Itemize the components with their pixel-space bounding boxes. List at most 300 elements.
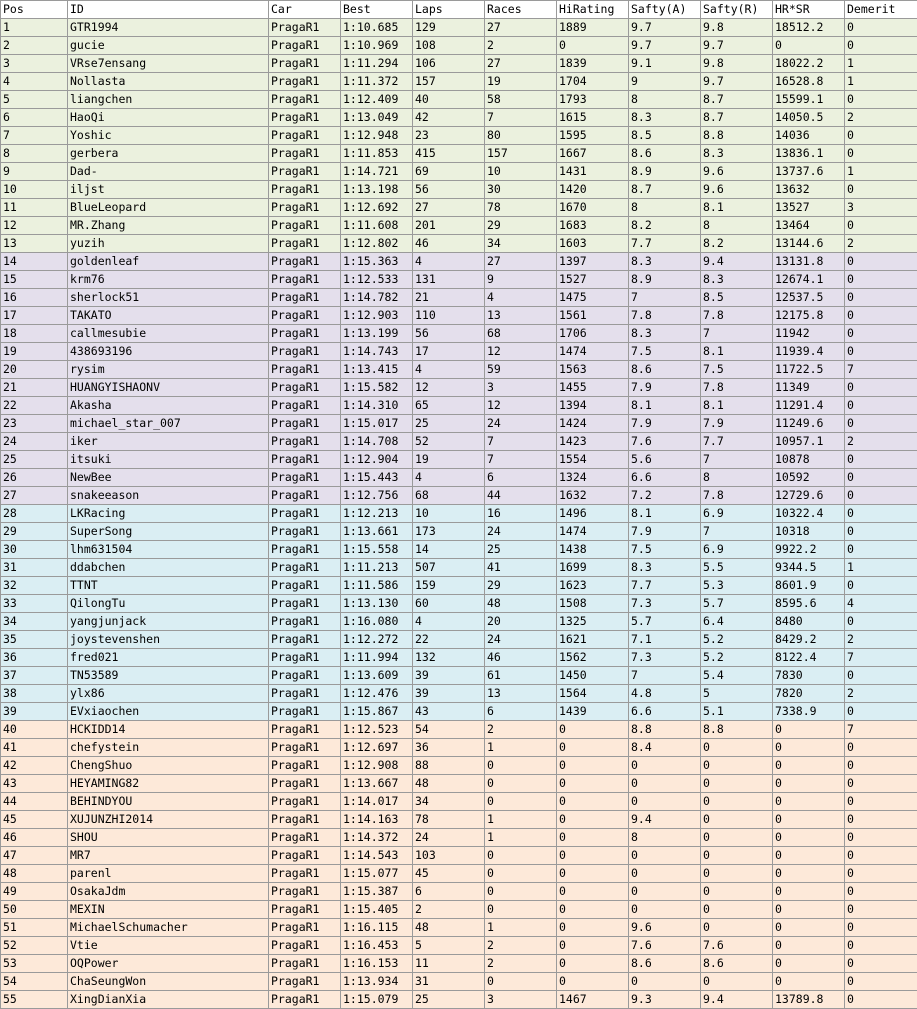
col-best-cell: 1:13.415 [341,361,413,379]
table-row [1,865,917,883]
col-id-cell: snakeeason [68,487,269,505]
col-id-cell: NewBee [68,469,269,487]
col-laps-cell: 2 [413,901,485,919]
col-hr-sr-cell: 0 [773,811,845,829]
col-safty-r-cell: 8.1 [701,199,773,217]
col-safty-a-cell: 8.2 [629,217,701,235]
col-pos-cell: 7 [1,127,68,145]
col-car-cell: PragaR1 [269,217,341,235]
col-hr-sr-cell: 11722.5 [773,361,845,379]
col-safty-r-cell: 7.6 [701,937,773,955]
col-id-cell: HUANGYISHAONV [68,379,269,397]
col-best-cell: 1:11.853 [341,145,413,163]
col-car-cell: PragaR1 [269,757,341,775]
col-id-cell: MichaelSchumacher [68,919,269,937]
table-row [1,307,917,325]
col-best-cell: 1:14.543 [341,847,413,865]
col-hirating-cell: 1706 [557,325,629,343]
table-row [1,793,917,811]
col-races-cell: 0 [485,793,557,811]
col-hirating-cell: 1508 [557,595,629,613]
table-row [1,703,917,721]
col-hr-sr-cell: 8601.9 [773,577,845,595]
col-safty-r-cell: 0 [701,883,773,901]
col-car-cell: PragaR1 [269,235,341,253]
col-hr-sr-cell: 13836.1 [773,145,845,163]
col-demerit-cell: 7 [845,649,917,667]
col-pos-cell: 4 [1,73,68,91]
col-best-cell: 1:11.213 [341,559,413,577]
col-hr-sr-cell: 0 [773,37,845,55]
col-races-cell: 2 [485,955,557,973]
col-hr-sr-cell: 10322.4 [773,505,845,523]
col-hr-sr-cell: 13527 [773,199,845,217]
col-hr-sr-cell: 11939.4 [773,343,845,361]
col-demerit-cell: 0 [845,181,917,199]
col-id-cell: Dad- [68,163,269,181]
col-car-cell: PragaR1 [269,91,341,109]
col-pos-cell: 24 [1,433,68,451]
col-safty-r-cell: 5 [701,685,773,703]
col-id-cell: iljst [68,181,269,199]
col-id-cell: OsakaJdm [68,883,269,901]
col-demerit-cell: 0 [845,523,917,541]
col-best-cell: 1:16.153 [341,955,413,973]
col-races-cell: 27 [485,55,557,73]
col-pos-cell: 17 [1,307,68,325]
col-pos-cell: 15 [1,271,68,289]
col-hr-sr-cell: 15599.1 [773,91,845,109]
col-races-cell: 24 [485,631,557,649]
col-id-cell: LKRacing [68,505,269,523]
table-row [1,271,917,289]
col-laps-cell: 10 [413,505,485,523]
col-pos-cell: 21 [1,379,68,397]
col-hr-sr-cell: 7820 [773,685,845,703]
col-races-cell: 25 [485,541,557,559]
col-hr-sr-cell: 0 [773,847,845,865]
col-id-cell: fred021 [68,649,269,667]
col-safty-a-cell: 9.7 [629,37,701,55]
col-car-cell: PragaR1 [269,667,341,685]
col-id-cell: callmesubie [68,325,269,343]
col-pos-cell: 13 [1,235,68,253]
col-hr-sr-cell: 0 [773,775,845,793]
table-row [1,343,917,361]
col-best-cell: 1:12.802 [341,235,413,253]
table-row [1,667,917,685]
col-id-cell: SHOU [68,829,269,847]
col-safty-r-cell: 8.8 [701,721,773,739]
col-safty-r-cell: 8.5 [701,289,773,307]
col-hr-sr-cell: 0 [773,901,845,919]
col-races-cell: 29 [485,217,557,235]
col-hr-sr-cell: 11942 [773,325,845,343]
col-safty-r-cell: 7.8 [701,379,773,397]
col-hirating-header: HiRating [557,1,629,19]
col-hirating-cell: 1474 [557,343,629,361]
col-hirating-cell: 1889 [557,19,629,37]
col-demerit-cell: 2 [845,433,917,451]
col-safty-a-cell: 8 [629,91,701,109]
col-car-cell: PragaR1 [269,325,341,343]
table-row [1,721,917,739]
col-demerit-cell: 3 [845,199,917,217]
col-hr-sr-cell: 10957.1 [773,433,845,451]
col-hirating-cell: 0 [557,919,629,937]
col-safty-r-cell: 7 [701,325,773,343]
col-hr-sr-cell: 13632 [773,181,845,199]
col-laps-cell: 43 [413,703,485,721]
col-hr-sr-cell: 14036 [773,127,845,145]
col-best-cell: 1:16.453 [341,937,413,955]
col-best-cell: 1:13.049 [341,109,413,127]
col-races-cell: 3 [485,991,557,1009]
col-id-cell: Akasha [68,397,269,415]
col-races-cell: 0 [485,847,557,865]
col-pos-cell: 52 [1,937,68,955]
col-laps-cell: 48 [413,775,485,793]
col-races-cell: 9 [485,271,557,289]
col-demerit-cell: 2 [845,109,917,127]
col-id-cell: gucie [68,37,269,55]
col-id-cell: TN53589 [68,667,269,685]
col-pos-cell: 29 [1,523,68,541]
col-safty-a-cell: 7 [629,289,701,307]
col-races-cell: 19 [485,73,557,91]
col-races-cell: 1 [485,829,557,847]
col-car-cell: PragaR1 [269,829,341,847]
col-races-cell: 13 [485,685,557,703]
col-safty-r-cell: 9.4 [701,991,773,1009]
col-pos-cell: 35 [1,631,68,649]
col-safty-r-cell: 5.4 [701,667,773,685]
col-races-cell: 2 [485,37,557,55]
col-pos-cell: 41 [1,739,68,757]
col-safty-r-cell: 6.4 [701,613,773,631]
col-demerit-cell: 0 [845,991,917,1009]
col-races-cell: 7 [485,109,557,127]
col-safty-a-cell: 5.6 [629,451,701,469]
col-safty-r-cell: 8.6 [701,955,773,973]
col-hirating-cell: 1467 [557,991,629,1009]
col-laps-cell: 25 [413,415,485,433]
col-demerit-cell: 0 [845,667,917,685]
col-demerit-cell: 7 [845,721,917,739]
table-row [1,37,917,55]
col-safty-r-cell: 5.1 [701,703,773,721]
col-demerit-cell: 0 [845,973,917,991]
col-safty-r-cell: 0 [701,793,773,811]
col-hirating-cell: 1424 [557,415,629,433]
col-safty-r-cell: 8.1 [701,343,773,361]
col-hirating-cell: 1603 [557,235,629,253]
col-safty-r-cell: 9.7 [701,37,773,55]
col-safty-r-cell: 0 [701,829,773,847]
col-races-cell: 157 [485,145,557,163]
col-safty-a-cell: 8.3 [629,325,701,343]
col-laps-cell: 39 [413,667,485,685]
col-pos-cell: 51 [1,919,68,937]
col-hirating-cell: 0 [557,811,629,829]
col-safty-a-cell: 0 [629,847,701,865]
col-races-cell: 6 [485,469,557,487]
col-pos-cell: 11 [1,199,68,217]
col-safty-a-cell: 0 [629,793,701,811]
col-id-cell: MR.Zhang [68,217,269,235]
col-laps-cell: 132 [413,649,485,667]
col-laps-cell: 24 [413,829,485,847]
col-car-cell: PragaR1 [269,55,341,73]
col-pos-cell: 33 [1,595,68,613]
col-hirating-cell: 1554 [557,451,629,469]
col-hirating-cell: 1561 [557,307,629,325]
col-best-header: Best [341,1,413,19]
col-races-cell: 2 [485,721,557,739]
col-laps-cell: 4 [413,469,485,487]
col-safty-a-cell: 8.9 [629,271,701,289]
col-pos-cell: 34 [1,613,68,631]
col-safty-r-header: Safty(R) [701,1,773,19]
col-car-cell: PragaR1 [269,199,341,217]
col-demerit-cell: 0 [845,469,917,487]
table-row [1,469,917,487]
col-races-header: Races [485,1,557,19]
col-demerit-cell: 0 [845,37,917,55]
col-id-cell: liangchen [68,91,269,109]
table-row [1,613,917,631]
col-car-cell: PragaR1 [269,703,341,721]
col-safty-r-cell: 8.2 [701,235,773,253]
col-hirating-cell: 0 [557,37,629,55]
col-pos-cell: 28 [1,505,68,523]
col-hirating-cell: 1474 [557,523,629,541]
col-laps-cell: 48 [413,919,485,937]
col-pos-cell: 55 [1,991,68,1009]
col-car-cell: PragaR1 [269,721,341,739]
col-hirating-cell: 1439 [557,703,629,721]
col-id-cell: iker [68,433,269,451]
header-row [1,1,917,19]
col-pos-cell: 46 [1,829,68,847]
col-demerit-cell: 0 [845,703,917,721]
col-laps-cell: 56 [413,181,485,199]
col-hr-sr-cell: 13131.8 [773,253,845,271]
table-row [1,811,917,829]
table-row [1,415,917,433]
col-races-cell: 7 [485,451,557,469]
col-id-cell: gerbera [68,145,269,163]
col-best-cell: 1:12.697 [341,739,413,757]
col-safty-r-cell: 8.3 [701,145,773,163]
col-id-cell: OQPower [68,955,269,973]
col-hr-sr-cell: 0 [773,919,845,937]
table-row [1,289,917,307]
col-laps-cell: 4 [413,253,485,271]
col-laps-cell: 108 [413,37,485,55]
col-id-cell: MEXIN [68,901,269,919]
col-safty-a-cell: 8.5 [629,127,701,145]
col-best-cell: 1:15.017 [341,415,413,433]
col-hr-sr-cell: 0 [773,793,845,811]
col-safty-r-cell: 9.6 [701,163,773,181]
col-safty-r-cell: 8.3 [701,271,773,289]
col-car-cell: PragaR1 [269,541,341,559]
col-safty-r-cell: 5.2 [701,649,773,667]
col-demerit-cell: 0 [845,415,917,433]
col-id-cell: itsuki [68,451,269,469]
col-safty-r-cell: 5.3 [701,577,773,595]
col-laps-cell: 110 [413,307,485,325]
table-row [1,955,917,973]
col-safty-r-cell: 7.8 [701,307,773,325]
col-hirating-cell: 1496 [557,505,629,523]
col-best-cell: 1:15.387 [341,883,413,901]
col-demerit-cell: 0 [845,865,917,883]
col-best-cell: 1:12.523 [341,721,413,739]
col-id-cell: BEHINDYOU [68,793,269,811]
col-safty-a-cell: 7.5 [629,541,701,559]
col-best-cell: 1:10.685 [341,19,413,37]
table-row [1,55,917,73]
col-best-cell: 1:15.443 [341,469,413,487]
col-safty-r-cell: 7.5 [701,361,773,379]
table-row [1,919,917,937]
col-best-cell: 1:14.782 [341,289,413,307]
col-hr-sr-cell: 10318 [773,523,845,541]
col-id-cell: yangjunjack [68,613,269,631]
col-car-cell: PragaR1 [269,379,341,397]
col-demerit-cell: 4 [845,595,917,613]
col-laps-cell: 46 [413,235,485,253]
col-car-cell: PragaR1 [269,127,341,145]
col-best-cell: 1:13.609 [341,667,413,685]
col-safty-a-cell: 8.3 [629,253,701,271]
col-laps-cell: 201 [413,217,485,235]
col-safty-a-cell: 7.3 [629,649,701,667]
table-body [1,19,917,1009]
col-hr-sr-cell: 8480 [773,613,845,631]
col-safty-a-cell: 0 [629,973,701,991]
col-hirating-cell: 1431 [557,163,629,181]
col-hirating-cell: 0 [557,937,629,955]
col-best-cell: 1:15.363 [341,253,413,271]
col-races-cell: 0 [485,865,557,883]
col-hirating-cell: 0 [557,793,629,811]
col-car-cell: PragaR1 [269,181,341,199]
col-laps-cell: 52 [413,433,485,451]
col-laps-cell: 69 [413,163,485,181]
table-row [1,739,917,757]
col-laps-cell: 65 [413,397,485,415]
col-car-cell: PragaR1 [269,955,341,973]
col-safty-r-cell: 0 [701,901,773,919]
col-safty-r-cell: 0 [701,811,773,829]
col-car-cell: PragaR1 [269,289,341,307]
col-laps-cell: 27 [413,199,485,217]
col-hirating-cell: 0 [557,901,629,919]
col-car-cell: PragaR1 [269,109,341,127]
col-hirating-cell: 1793 [557,91,629,109]
table-row [1,109,917,127]
col-safty-r-cell: 9.6 [701,181,773,199]
col-safty-r-cell: 8.1 [701,397,773,415]
col-laps-cell: 23 [413,127,485,145]
col-races-cell: 27 [485,253,557,271]
col-laps-cell: 36 [413,739,485,757]
col-laps-cell: 5 [413,937,485,955]
col-id-cell: Vtie [68,937,269,955]
col-races-cell: 12 [485,343,557,361]
col-id-cell: GTR1994 [68,19,269,37]
col-best-cell: 1:14.708 [341,433,413,451]
col-pos-cell: 18 [1,325,68,343]
col-best-cell: 1:12.904 [341,451,413,469]
col-car-cell: PragaR1 [269,883,341,901]
col-laps-cell: 11 [413,955,485,973]
col-laps-cell: 40 [413,91,485,109]
col-safty-a-cell: 9 [629,73,701,91]
col-safty-a-cell: 7 [629,667,701,685]
col-demerit-cell: 0 [845,775,917,793]
col-hr-sr-cell: 18022.2 [773,55,845,73]
col-hirating-cell: 0 [557,775,629,793]
col-id-cell: krm76 [68,271,269,289]
col-safty-a-cell: 8 [629,199,701,217]
table-row [1,361,917,379]
col-pos-cell: 25 [1,451,68,469]
table-row [1,595,917,613]
col-id-cell: HaoQi [68,109,269,127]
col-demerit-cell: 0 [845,757,917,775]
col-races-cell: 46 [485,649,557,667]
col-hirating-cell: 1564 [557,685,629,703]
col-hirating-cell: 1325 [557,613,629,631]
table-row [1,649,917,667]
col-hr-sr-cell: 7338.9 [773,703,845,721]
col-car-cell: PragaR1 [269,901,341,919]
col-demerit-cell: 0 [845,739,917,757]
col-races-cell: 2 [485,937,557,955]
col-car-cell: PragaR1 [269,145,341,163]
col-best-cell: 1:12.533 [341,271,413,289]
col-id-cell: ChengShuo [68,757,269,775]
col-laps-cell: 14 [413,541,485,559]
col-laps-cell: 39 [413,685,485,703]
col-races-cell: 58 [485,91,557,109]
col-best-cell: 1:15.582 [341,379,413,397]
col-races-cell: 24 [485,415,557,433]
col-laps-cell: 131 [413,271,485,289]
col-laps-cell: 415 [413,145,485,163]
col-best-cell: 1:12.272 [341,631,413,649]
col-safty-r-cell: 9.8 [701,19,773,37]
col-pos-cell: 42 [1,757,68,775]
col-races-cell: 6 [485,703,557,721]
col-pos-cell: 31 [1,559,68,577]
col-races-cell: 4 [485,289,557,307]
col-pos-cell: 5 [1,91,68,109]
col-car-cell: PragaR1 [269,163,341,181]
col-id-cell: Yoshic [68,127,269,145]
col-demerit-cell: 0 [845,217,917,235]
col-id-cell: MR7 [68,847,269,865]
col-safty-r-cell: 0 [701,919,773,937]
col-safty-a-cell: 7.7 [629,235,701,253]
col-car-cell: PragaR1 [269,19,341,37]
col-laps-cell: 68 [413,487,485,505]
col-safty-a-cell: 7.3 [629,595,701,613]
